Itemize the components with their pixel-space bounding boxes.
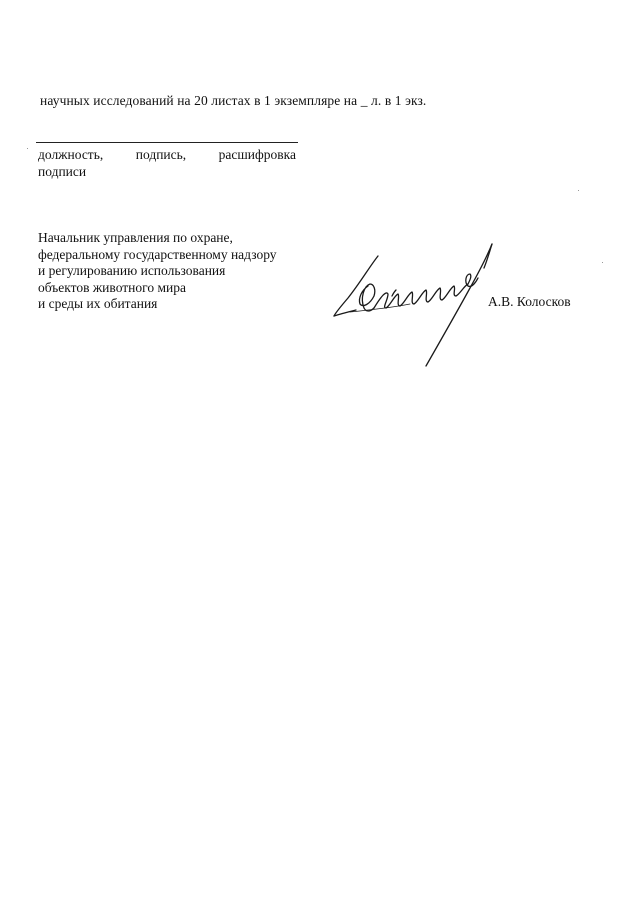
position-line: и регулированию использования	[38, 263, 226, 278]
scan-speck	[578, 190, 579, 191]
signature-caption-row	[38, 146, 296, 163]
signature-caption	[38, 146, 296, 180]
signature-caption-label: подпись,	[135, 147, 187, 162]
signature-underline	[36, 142, 298, 143]
position-line: Начальник управления по охране,	[38, 230, 233, 245]
position-line: и среды их обитания	[38, 296, 158, 311]
position-line: федеральному государственному надзору	[38, 246, 277, 262]
transcript-caption: расшифровка	[218, 147, 296, 162]
transcript-caption-continued: подписи	[38, 164, 87, 179]
document-text-line: научных исследований на 20 листах в 1 экземпляре на _ л. в 1 экз.	[40, 93, 427, 108]
handwritten-signature	[330, 238, 500, 368]
position-caption: должность,	[38, 147, 104, 162]
scan-speck	[602, 262, 603, 263]
official-position	[38, 230, 277, 313]
scan-speck	[27, 148, 28, 149]
position-line: объектов животного мира	[38, 279, 186, 295]
signer-name: А.В. Колосков	[488, 294, 571, 309]
